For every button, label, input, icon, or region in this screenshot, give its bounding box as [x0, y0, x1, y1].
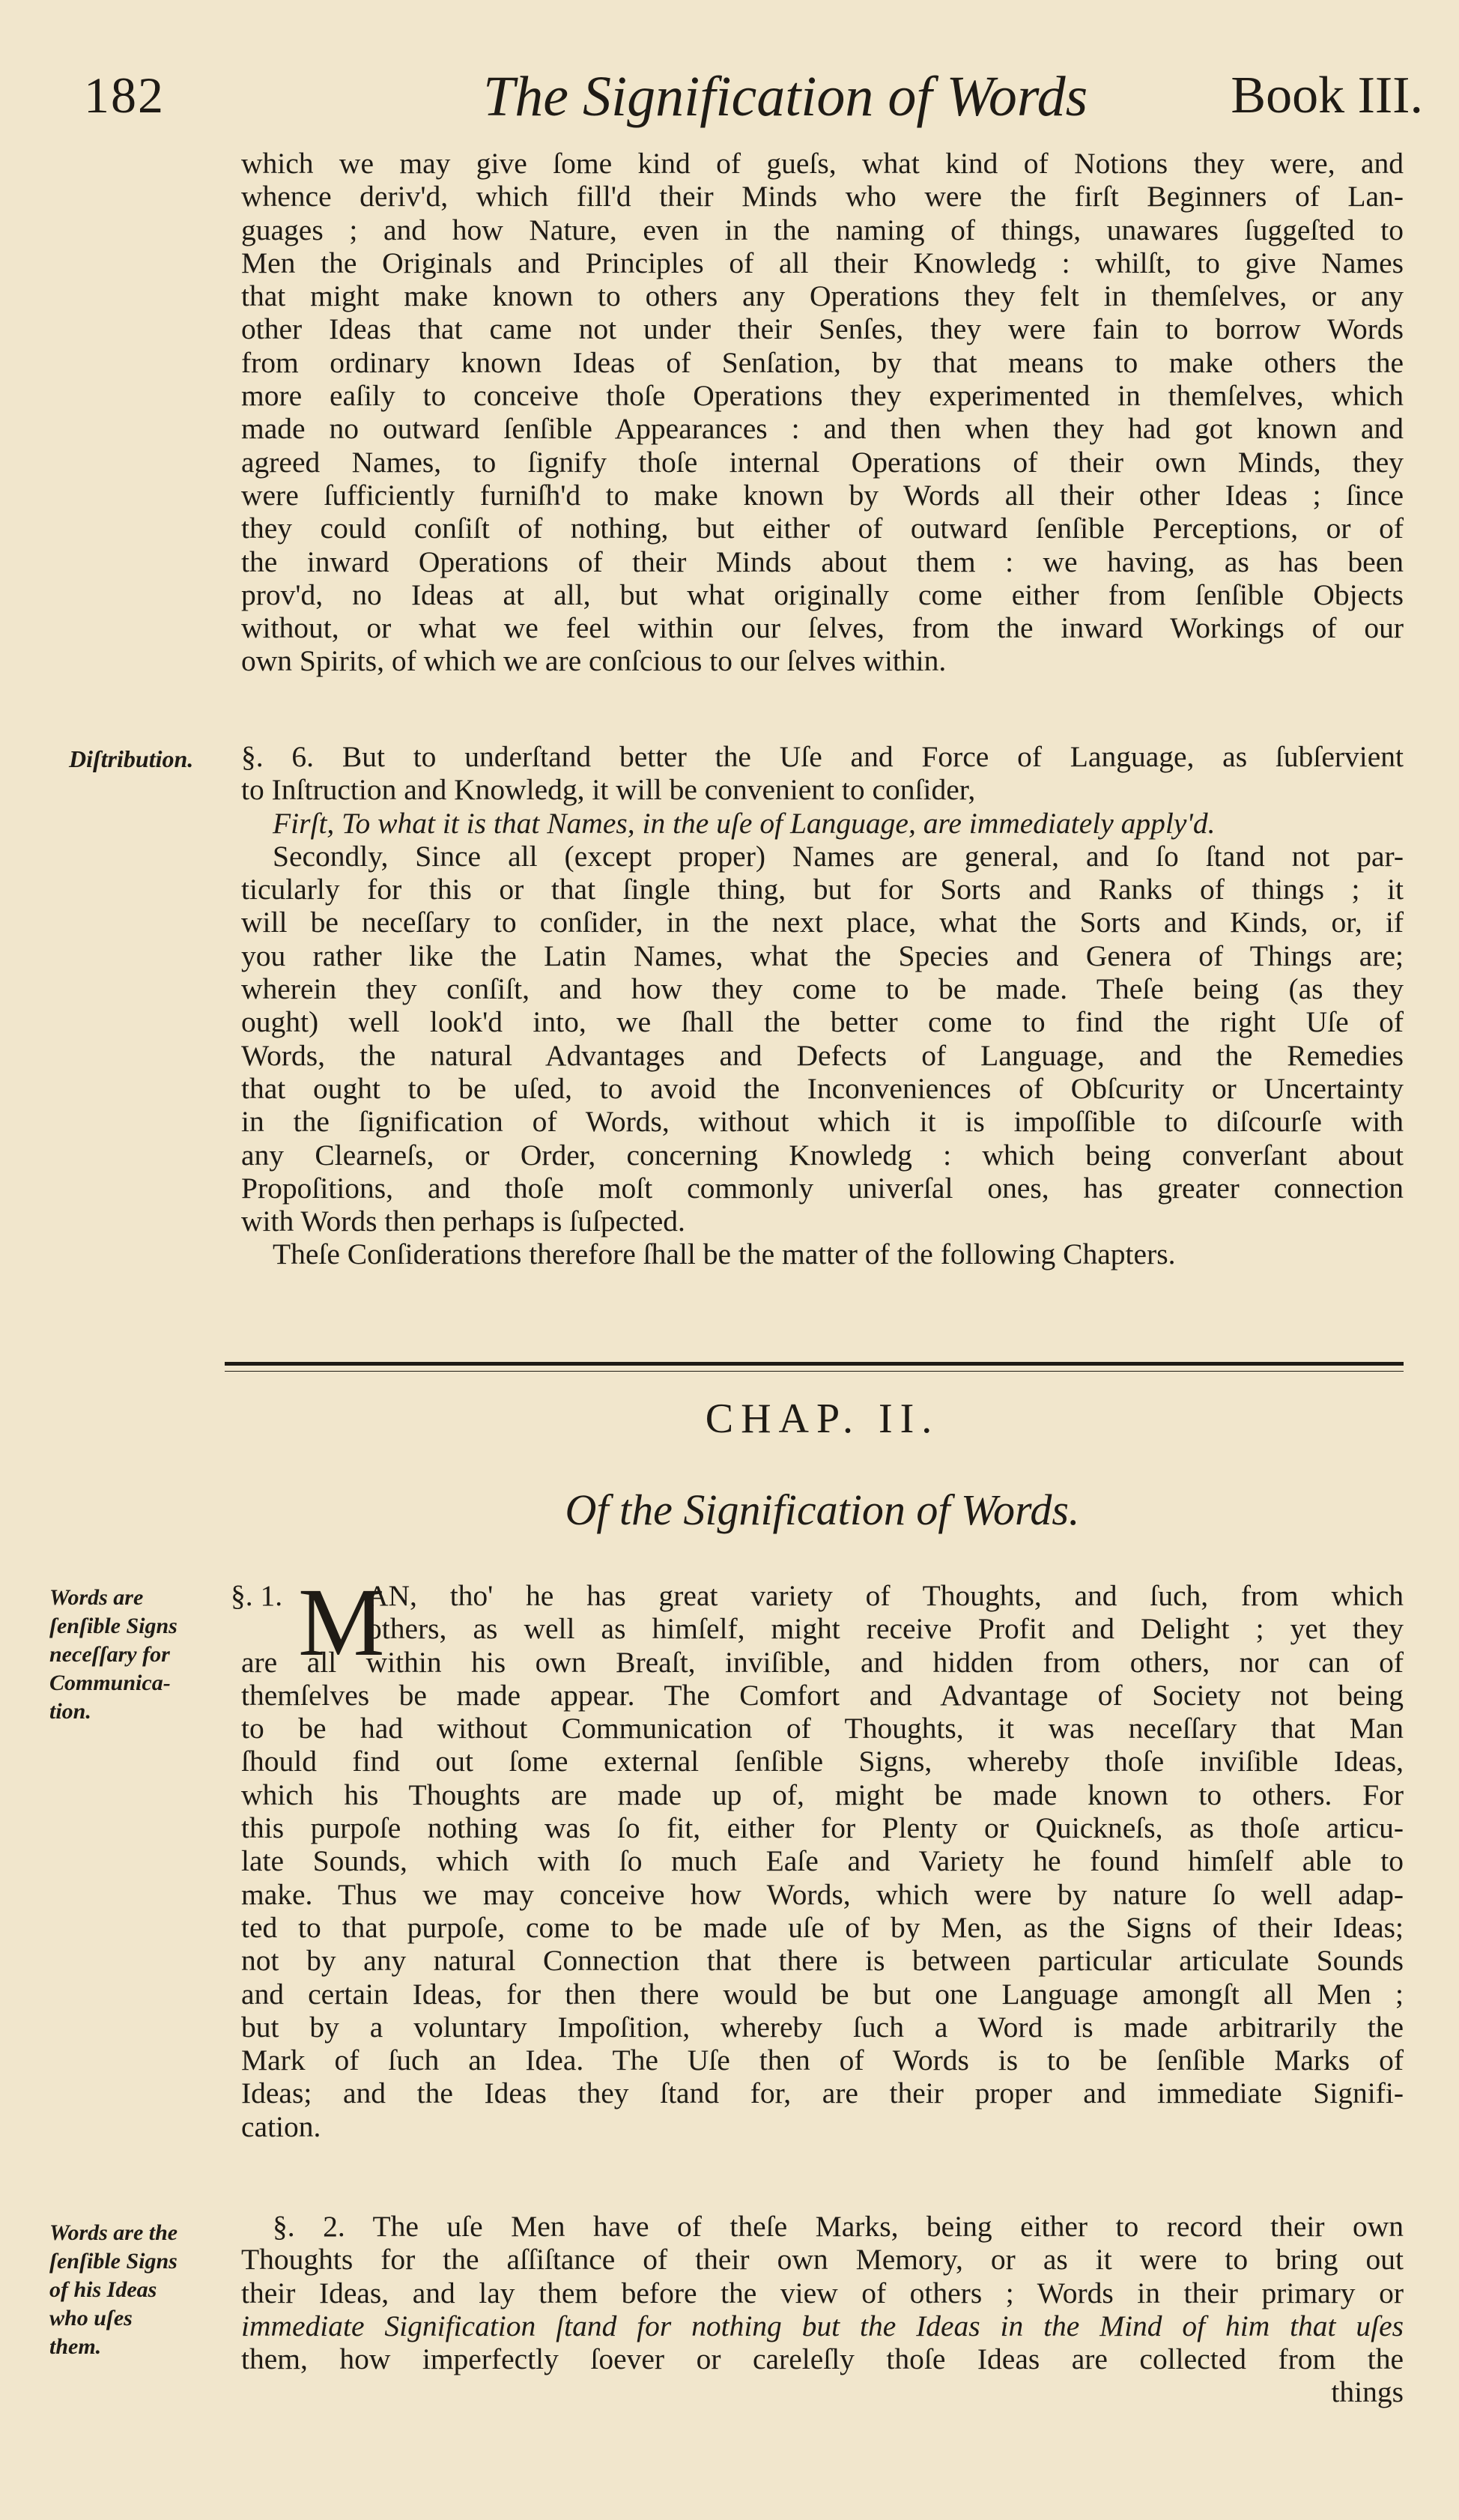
text-line: themſelves be made appear. The Comfort and Advantage of Society not being [241, 1678, 1404, 1712]
margin-line: who uſes [49, 2306, 133, 2330]
text-line: make. Thus we may conceive how Words, which were by nature ſo well adap- [241, 1877, 1404, 1911]
text-line: AN, tho' he has great variety of Thoughts, and ſuch, from which [367, 1579, 1404, 1612]
margin-line: neceſſary for [49, 1642, 170, 1667]
running-header [75, 58, 1423, 141]
margin-line: of his Ideas [49, 2277, 157, 2302]
text-line: ted to that purpoſe, come to be made uſe of by Men, as the Signs of their Ideas; [241, 1910, 1404, 1944]
text-line: prov'd, no Ideas at all, but what originally come either from ſenſible Objects [241, 578, 1404, 611]
page-number: 182 [84, 67, 165, 124]
text-line: Propoſitions, and thoſe moſt commonly univerſal ones, has greater connection [241, 1171, 1404, 1205]
catchword: things [1331, 2375, 1404, 2409]
drop-cap: M [298, 1569, 385, 1677]
text-line: others, as well as himſelf, might receive Profit and Delight ; yet they [367, 1612, 1404, 1646]
text-line: which we may give ſome kind of gueſs, what kind of Notions they were, and [241, 147, 1404, 180]
text-line: this purpoſe nothing was ſo fit, either for Plenty or Quickneſs, as thoſe articu- [241, 1811, 1404, 1845]
text-line: in the ſignification of Words, without which it is impoſſible to diſcourſe with [241, 1105, 1404, 1139]
book-label: Book III. [1231, 67, 1423, 124]
margin-line: Communica- [49, 1671, 171, 1695]
text-line: ticularly for this or that ſingle thing, but for Sorts and Ranks of things ; it [241, 873, 1404, 906]
text-line: made no outward ſenſible Appearances : and then when they had got known and [241, 412, 1404, 446]
text-line: §. 2. The uſe Men have of theſe Marks, being either to record their own [273, 2210, 1404, 2243]
text-line: Words, the natural Advantages and Defects of Language, and the Remedies [241, 1038, 1404, 1072]
text-line: to be had without Communication of Thoughts, it was neceſſary that Man [241, 1712, 1404, 1745]
chapter-title: Of the Signification of Words. [565, 1485, 1080, 1534]
text-line: Men the Originals and Principles of all their Knowledg : whilſt, to give Names [241, 246, 1404, 279]
margin-note-signs-of-ideas [49, 2219, 214, 2361]
text-line: other Ideas that came not under their Senſes, they were fain to borrow Words [241, 312, 1404, 346]
text-line: to Inſtruction and Knowledg, it will be convenient to conſider, [241, 773, 976, 807]
text-line: are all within his own Breaſt, inviſible, and hidden from others, nor can of [241, 1645, 1404, 1679]
text-line: them, how imperfectly ſoever or careleſly thoſe Ideas are collected from the [241, 2342, 1404, 2376]
text-line: more eaſily to conceive thoſe Operations they experimented in themſelves, which [241, 379, 1404, 413]
text-line: that might make known to others any Operations they felt in themſelves, or any [241, 279, 1404, 313]
text-line: Firſt, To what it is that Names, in the uſe of Language, are immediately apply'd. [273, 806, 1216, 840]
text-line: not by any natural Connection that there is between particular articulate Sounds [241, 1944, 1404, 1978]
margin-line: tion. [49, 1699, 91, 1724]
text-line: guages ; and how Nature, even in the naming of things, unawares ſuggeſted to [241, 213, 1404, 246]
text-line: Ideas; and the Ideas they ſtand for, are their proper and immediate Signifi- [241, 2077, 1404, 2110]
text-line: cation. [241, 2109, 321, 2143]
text-line: were ſufficiently furniſh'd to make known by Words all their other Ideas ; ſince [241, 478, 1404, 512]
margin-note-sensible-signs [49, 1584, 214, 1726]
margin-line: them. [49, 2334, 102, 2359]
section-1-paragraph [231, 1569, 1404, 2143]
text-line: will be neceſſary to conſider, in the next place, what the Sorts and Kinds, or, if [241, 906, 1404, 939]
continuation-paragraph [241, 147, 1404, 678]
section-6-paragraph [241, 740, 1404, 1271]
margin-note-distribution: Diſtribution. [69, 745, 194, 772]
text-line: Thoughts for the aſſiſtance of their own Memory, or as it were to bring out [241, 2243, 1404, 2277]
text-line: own Spirits, of which we are conſcious to our ſelves within. [241, 644, 947, 678]
text-line: you rather like the Latin Names, what the Species and Genera of Things are; [241, 939, 1404, 972]
chapter-rule-thin [225, 1371, 1404, 1372]
chapter-heading: CHAP. II. [705, 1396, 940, 1442]
margin-line: ſenſible Signs [49, 2249, 178, 2274]
text-line: and certain Ideas, for then there would be but one Language amongſt all Men ; [241, 1977, 1404, 2011]
text-line: any Clearneſs, or Order, concerning Knowledg : which being converſant about [241, 1138, 1404, 1172]
text-line: agreed Names, to ſignify thoſe internal Operations of their own Minds, they [241, 445, 1404, 479]
margin-line: ſenſible Signs [49, 1614, 178, 1638]
section-1-prefix: §. 1. [231, 1579, 283, 1612]
text-line: which his Thoughts are made up of, might be made known to others. For [241, 1778, 1404, 1811]
text-line: from ordinary known Ideas of Senſation, by that means to make others the [241, 345, 1404, 379]
text-line: Theſe Conſiderations therefore ſhall be the matter of the following Chapters. [273, 1238, 1176, 1271]
text-line: their Ideas, and lay them before the view of others ; Words in their primary or [241, 2276, 1404, 2310]
text-line: without, or what we feel within our ſelves, from the inward Workings of our [241, 611, 1404, 645]
text-line: §. 6. But to underſtand better the Uſe and Force of Language, as ſubſervient [241, 740, 1404, 773]
text-line: that ought to be uſed, to avoid the Inconveniences of Obſcurity or Uncertainty [241, 1071, 1404, 1105]
text-line: immediate Signification ſtand for nothing but the Ideas in the Mind of him that uſes [241, 2309, 1404, 2342]
text-line: wherein they conſiſt, and how they come to be made. Theſe being (as they [241, 972, 1404, 1006]
text-line: Secondly, Since all (except proper) Names are general, and ſo ſtand not par- [273, 839, 1404, 873]
text-line: ſhould find out ſome external ſenſible Signs, whereby thoſe inviſible Ideas, [241, 1745, 1404, 1778]
text-line: they could conſiſt of nothing, but either of outward ſenſible Perceptions, or of [241, 512, 1404, 545]
text-line: but by a voluntary Impoſition, whereby ſuch a Word is made arbitrarily the [241, 2010, 1404, 2044]
text-line: the inward Operations of their Minds about them : we having, as has been [241, 545, 1404, 578]
margin-line: Words are [49, 1585, 144, 1610]
text-line: whence deriv'd, which fill'd their Minds who were the firſt Beginners of Lan- [241, 180, 1404, 213]
text-line: late Sounds, which with ſo much Eaſe and Variety he found himſelf able to [241, 1844, 1404, 1878]
text-line: with Words then perhaps is ſuſpected. [241, 1205, 685, 1238]
margin-line: Words are the [49, 2220, 178, 2245]
chapter-rule-thick [225, 1362, 1404, 1366]
text-line: ought) well look'd into, we ſhall the better come to find the right Uſe of [241, 1005, 1404, 1039]
section-2-paragraph [241, 2210, 1404, 2409]
text-line: Mark of ſuch an Idea. The Uſe then of Words is to be ſenſible Marks of [241, 2044, 1404, 2077]
running-title: The Signification of Words [483, 65, 1088, 128]
